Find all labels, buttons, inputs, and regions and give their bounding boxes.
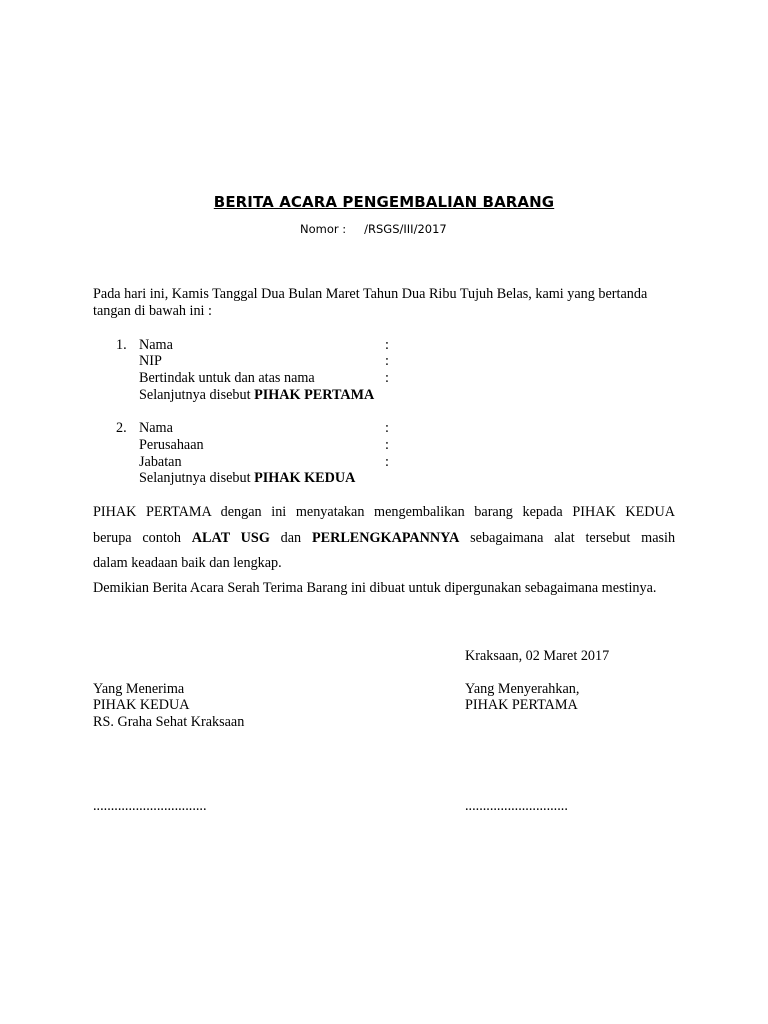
body-line-1: PIHAK PERTAMA dengan ini menyatakan mengembalikan barang kepada PIHAK KEDUA bbox=[93, 504, 675, 520]
body-line-3: dalam keadaan baik dan lengkap. bbox=[93, 555, 282, 571]
body-text-c: dan bbox=[280, 530, 302, 546]
party2-refer-name: PIHAK KEDUA bbox=[254, 470, 356, 486]
receiver-role: Yang Menerima bbox=[93, 681, 185, 697]
party1-colon-bertindak: : bbox=[385, 370, 389, 386]
giver-party: PIHAK PERTAMA bbox=[465, 697, 578, 713]
nomor-value: /RSGS/III/2017 bbox=[364, 222, 447, 236]
body-line-2 bbox=[93, 530, 675, 547]
giver-signature-line: ............................. bbox=[465, 798, 568, 814]
party1-refer bbox=[139, 387, 374, 404]
party2-field-perusahaan: Perusahaan bbox=[139, 437, 204, 453]
party1-field-nama: Nama bbox=[139, 337, 173, 353]
place-date: Kraksaan, 02 Maret 2017 bbox=[465, 648, 610, 664]
item-accessories: PERLENGKAPANNYA bbox=[311, 530, 460, 546]
party2-refer-prefix: Selanjutnya disebut bbox=[139, 470, 251, 486]
party1-colon-nama: : bbox=[385, 337, 389, 353]
party2-colon-perusahaan: : bbox=[385, 437, 389, 453]
nomor-label: Nomor : bbox=[300, 222, 347, 236]
party1-number: 1. bbox=[116, 337, 127, 353]
giver-role: Yang Menyerahkan, bbox=[465, 681, 580, 697]
receiver-org: RS. Graha Sehat Kraksaan bbox=[93, 714, 245, 730]
party1-field-bertindak: Bertindak untuk dan atas nama bbox=[139, 370, 315, 386]
body-text-a: berupa contoh bbox=[93, 530, 181, 546]
party2-field-nama: Nama bbox=[139, 420, 173, 436]
item-name: ALAT USG bbox=[191, 530, 270, 546]
body-text-e: sebagaimana alat tersebut masih bbox=[470, 530, 676, 546]
receiver-signature-line: ................................ bbox=[93, 798, 207, 814]
intro-paragraph: Pada hari ini, Kamis Tanggal Dua Bulan Maret Tahun Dua Ribu Tujuh Belas, kami yang bertanda tangan di bawah ini : bbox=[93, 286, 648, 319]
document-number bbox=[300, 222, 447, 236]
closing-paragraph: Demikian Berita Acara Serah Terima Barang ini dibuat untuk dipergunakan sebagaimana mestinya. bbox=[93, 580, 657, 596]
party2-colon-jabatan: : bbox=[385, 454, 389, 470]
party1-colon-nip: : bbox=[385, 353, 389, 369]
party2-field-jabatan: Jabatan bbox=[139, 454, 182, 470]
party1-refer-name: PIHAK PERTAMA bbox=[254, 387, 375, 403]
party2-colon-nama: : bbox=[385, 420, 389, 436]
party1-refer-prefix: Selanjutnya disebut bbox=[139, 387, 251, 403]
party2-number: 2. bbox=[116, 420, 127, 436]
party1-field-nip: NIP bbox=[139, 353, 162, 369]
party2-refer bbox=[139, 470, 355, 487]
document-title: BERITA ACARA PENGEMBALIAN BARANG bbox=[213, 193, 555, 211]
receiver-party: PIHAK KEDUA bbox=[93, 697, 190, 713]
